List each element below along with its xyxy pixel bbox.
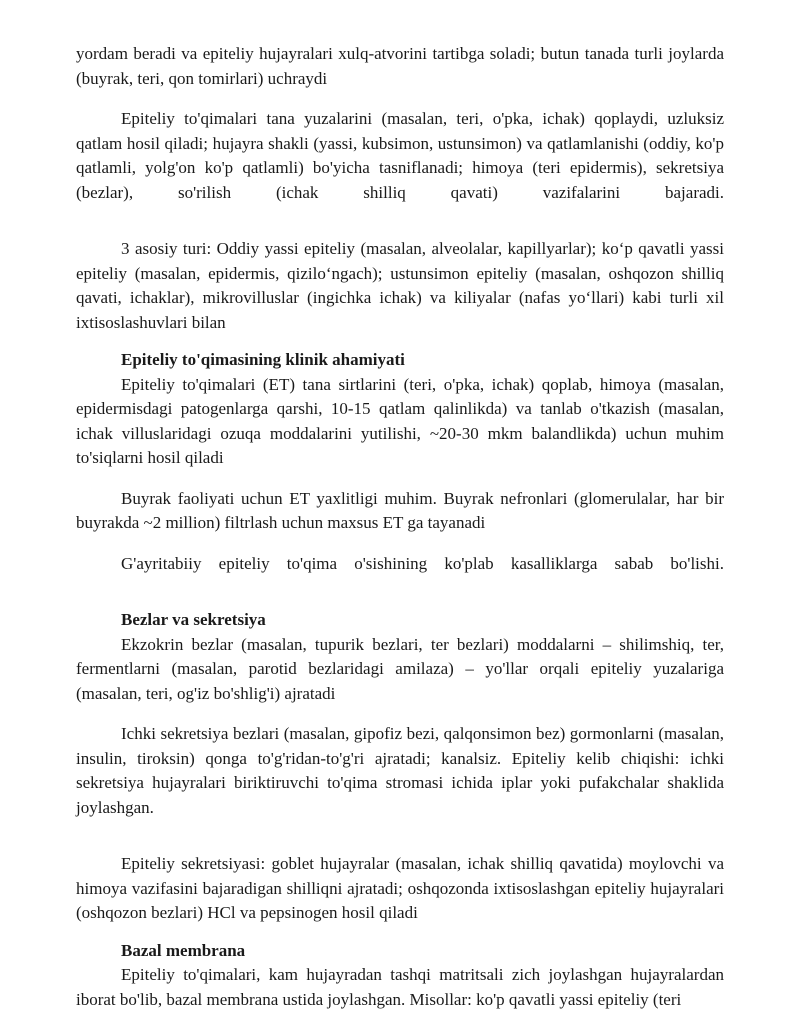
paragraph-kidney: Buyrak faoliyati uchun ET yaxlitligi muhim. Buyrak nefronlari (glomerulalar, har bir buyrakda ~2 million) filtrlash uchun maxsus ET ga tayanadi (76, 488, 724, 532)
heading-basement-membrane: Bazal membrana (121, 940, 246, 960)
paragraph-three-types: 3 asosiy turi: Oddiy yassi epiteliy (masalan, alveolalar, kapillyarlar); ko‘p qavatli yassi epiteliy (masalan, epidermis, qizilo‘ngach); ustunsimon epiteliy (masalan, oshqozon shilliq qavati, ichaklar), mikrovilluslar (ingichka ichak) va kiliyalar (nafas yo‘llari) kabi turli xil ixtisoslashuvlari bilan (76, 239, 724, 332)
paragraph-exocrine-glands: Ekzokrin bezlar (masalan, tupurik bezlari, ter bezlari) moddalarni – shilimshiq, ter, fermentlarni (masalan, parotid bezlaridagi amilaza) – yo'llar orqali epiteliy yuzalariga (masalan, teri, og'iz bo'shlig'i) ajratadi (76, 634, 724, 703)
paragraph-abnormal-growth: G'ayritabiiy epiteliy to'qima o'sishining ko'plab kasalliklarga sabab bo'lishi. (121, 553, 724, 573)
heading-glands-secretion: Bezlar va sekretsiya (121, 610, 266, 629)
paragraph-epithelium-overview: Epiteliy to'qimalari tana yuzalarini (masalan, teri, o'pka, ichak) qoplaydi, uzluksiz qatlam hosil qiladi; hujayra shakli (yassi, kubsimon, ustunsimon) va qatlamlanishi (oddiy, ko'p qatlamli, yolg'on ko'p qatlamli) bo'yicha tasniflanadi; himoya (teri epidermis), sekretsiya (bezlar), so'rilish (ichak shilliq qavati) vazifalarini bajaradi. (76, 109, 724, 202)
paragraph-basement-membrane: Epiteliy to'qimalari, kam hujayradan tashqi matritsali zich joylashgan hujayralardan iborat bo'lib, bazal membrana ustida joylashgan. Misollar: ko'p qavatli yassi epiteliy (teri (76, 965, 724, 1009)
paragraph-continuation: yordam beradi va epiteliy hujayralari xulq-atvorini tartibga soladi; butun tanada turli joylarda (buyrak, teri, qon tomirlari) uchraydi (76, 44, 724, 88)
paragraph-barrier-function: Epiteliy to'qimalari (ET) tana sirtlarini (teri, o'pka, ichak) qoplab, himoya (masalan, epidermisdagi patogenlarga qarshi, 10-15 qatlam qalinlikda) va tanlab o'tkazish (masalan, ichak villuslaridagi ozuqa moddalarini yutilishi, ~20-30 mkm balandlikda) uchun muhim to'siqlarni hosil qiladi (76, 374, 724, 467)
paragraph-epithelial-secretion: Epiteliy sekretsiyasi: goblet hujayralar (masalan, ichak shilliq qavatida) moylovchi va himoya vazifasini bajaradigan shilliqni ajratadi; oshqozonda ixtisoslashgan epiteliy hujayralari (oshqozon bezlari) HCl va pepsinogen hosil qiladi (76, 854, 724, 922)
paragraph-endocrine-glands: Ichki sekretsiya bezlari (masalan, gipofiz bezi, qalqonsimon bez) gormonlarni (masalan, insulin, tiroksin) qonga to'g'ridan-to'g'ri ajratadi; kanalsiz. Epiteliy kelib chiqishi: ichki sekretsiya hujayralari biriktiruvchi to'qima stromasi ichida iplar yoki pufakchalar shaklida joylashgan. (76, 724, 724, 817)
heading-clinical-significance: Epiteliy to'qimasining klinik ahamiyati (121, 350, 405, 369)
